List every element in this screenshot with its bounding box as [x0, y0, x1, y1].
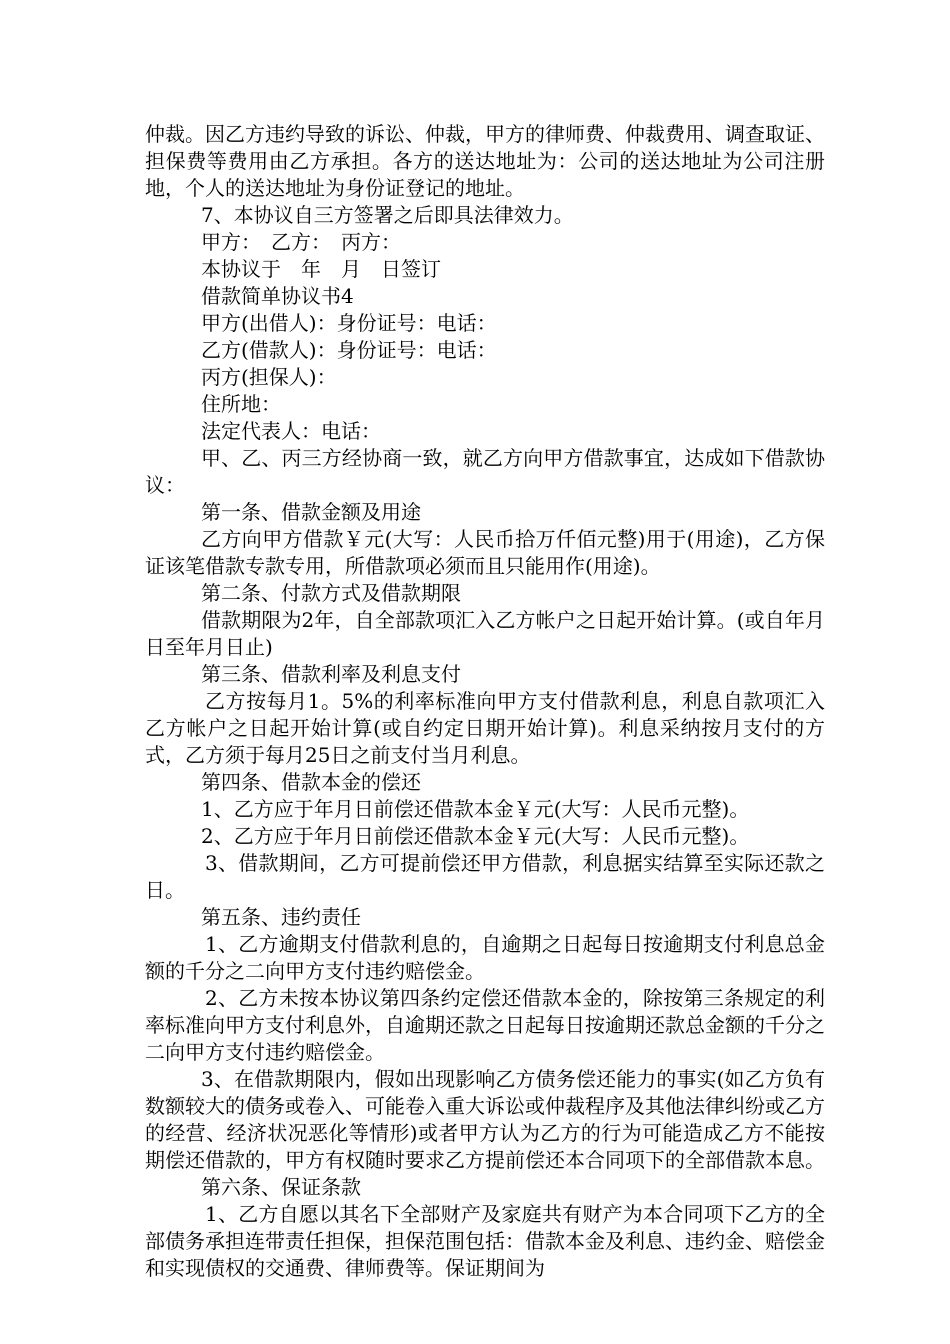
address-line: 住所地： [201, 392, 281, 416]
agreement-title: 借款简单协议书4 [201, 284, 354, 308]
signature-parties-line: 甲方： 乙方： 丙方： [201, 230, 401, 254]
signing-date-line: 本协议于 年 月 日签订 [201, 257, 441, 281]
party-b-line: 乙方(借款人)：身份证号：电话： [201, 338, 497, 362]
article-2-heading: 第二条、付款方式及借款期限 [201, 581, 461, 605]
article-3-heading: 第三条、借款利率及利息支付 [201, 662, 461, 686]
article-4-item-3: 3、借款期间，乙方可提前偿还甲方借款，利息据实结算至实际还款之日。 [145, 851, 825, 902]
preamble-paragraph: 甲、乙、丙三方经协商一致，就乙方向甲方借款事宜，达成如下借款协议： [145, 446, 825, 497]
party-c-line: 丙方(担保人)： [201, 365, 337, 389]
article-1-body: 乙方向甲方借款￥元(大写：人民币拾万仟佰元整)用于(用途)，乙方保证该笔借款专款专用，所借款项必须而且只能用作(用途)。 [145, 527, 825, 578]
article-6-item-1: 1、乙方自愿以其名下全部财产及家庭共有财产为本合同项下乙方的全部债务承担连带责任担保，担保范围包括：借款本金及利息、违约金、赔偿金和实现债权的交通费、律师费等。保证期间为 [145, 1202, 825, 1280]
paragraph-arbitration-costs: 仲裁。因乙方违约导致的诉讼、仲裁，甲方的律师费、仲裁费用、调查取证、担保费等费用由乙方承担。各方的送达地址为：公司的送达地址为公司注册地，个人的送达地址为身份证登记的地址。 [145, 122, 825, 200]
article-2-body: 借款期限为2年，自全部款项汇入乙方帐户之日起开始计算。(或自年月日至年月日止) [145, 608, 825, 659]
article-4-heading: 第四条、借款本金的偿还 [201, 770, 421, 794]
party-a-line: 甲方(出借人)：身份证号：电话： [201, 311, 497, 335]
document-body [145, 121, 825, 1282]
legal-representative-line: 法定代表人：电话： [201, 419, 381, 443]
article-6-heading: 第六条、保证条款 [201, 1175, 361, 1199]
article-5-item-3: 3、在借款期限内，假如出现影响乙方债务偿还能力的事实(如乙方负有数额较大的债务或卷入、可能卷入重大诉讼或仲裁程序及其他法律纠纷或乙方的经营、经济状况恶化等情形)或者甲方认为乙方的行为可能造成乙方不能按期偿还借款的，甲方有权随时要求乙方提前偿还本合同项下的全部借款本息。 [145, 1067, 825, 1172]
article-1-heading: 第一条、借款金额及用途 [201, 500, 421, 524]
article-5-item-1: 1、乙方逾期支付借款利息的，自逾期之日起每日按逾期支付利息总金额的千分之二向甲方支付违约赔偿金。 [145, 932, 825, 983]
paragraph-effective-clause: 7、本协议自三方签署之后即具法律效力。 [201, 203, 574, 227]
article-5-heading: 第五条、违约责任 [201, 905, 361, 929]
article-5-item-2: 2、乙方未按本协议第四条约定偿还借款本金的，除按第三条规定的利率标准向甲方支付利息外，自逾期还款之日起每日按逾期还款总金额的千分之二向甲方支付违约赔偿金。 [145, 986, 825, 1064]
article-4-item-2: 2、乙方应于年月日前偿还借款本金￥元(大写：人民币元整)。 [201, 824, 750, 848]
article-4-item-1: 1、乙方应于年月日前偿还借款本金￥元(大写：人民币元整)。 [201, 797, 750, 821]
article-3-body: 乙方按每月1。5%的利率标准向甲方支付借款利息，利息自款项汇入乙方帐户之日起开始计算(或自约定日期开始计算)。利息采纳按月支付的方式，乙方须于每月25日之前支付当月利息。 [145, 689, 825, 767]
